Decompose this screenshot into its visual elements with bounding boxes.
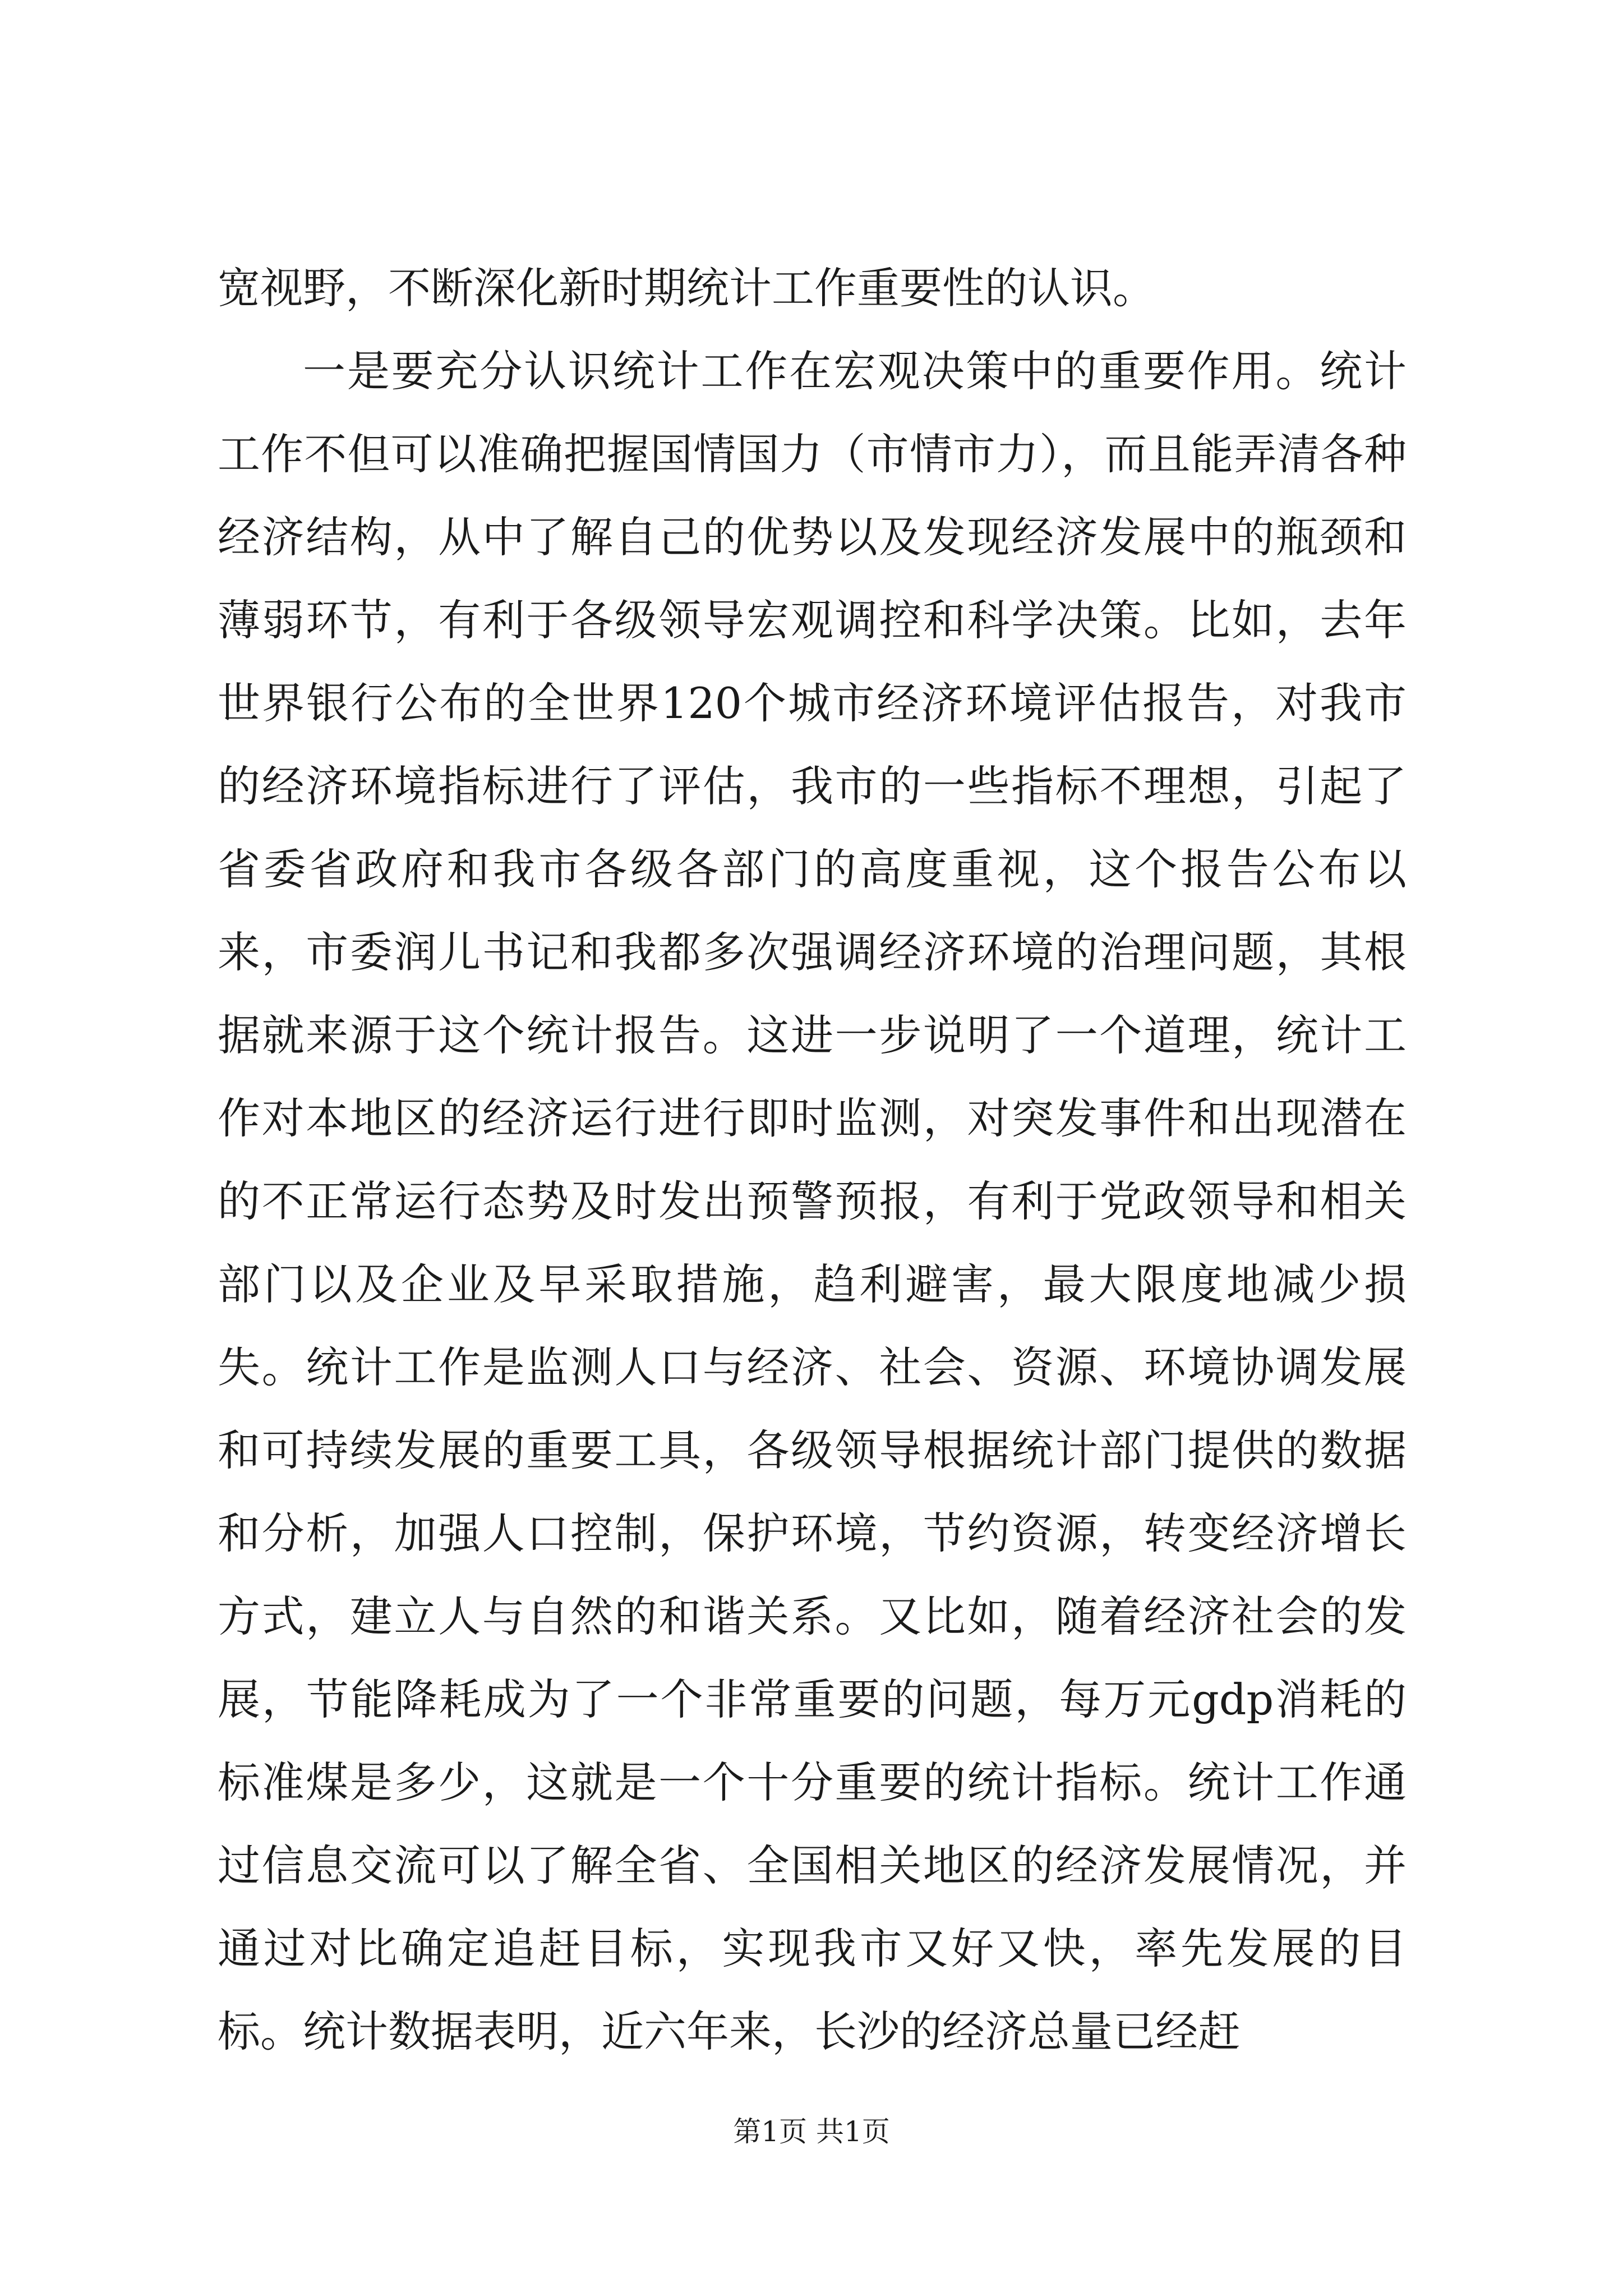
paragraph-continuation: 宽视野，不断深化新时期统计工作重要性的认识。 bbox=[218, 263, 1155, 313]
paragraph-statistics-role: 一是要充分认识统计工作在宏观决策中的重要作用。统计工作不但可以准确把握国情国力（市情市力），而且能弄清各种经济结构，从中了解自己的优势以及发现经济发展中的瓶颈和薄弱环节，有利于各级领导宏观调控和科学决策。比如，去年世界银行公布的全世界120个城市经济环境评估报告，对我市的经济环境指标进行了评估，我市的一些指标不理想，引起了省委省政府和我市各级各部门的高度重视，这个报告公布以来，市委润儿书记和我都多次强调经济环境的治理问题，其根据就来源于这个统计报告。这进一步说明了一个道理，统计工作对本地区的经济运行进行即时监测，对突发事件和出现潜在的不正常运行态势及时发出预警预报，有利于党政领导和相关部门以及企业及早采取措施，趋利避害，最大限度地减少损失。统计工作是监测人口与经济、社会、资源、环境协调发展和可持续发展的重要工具，各级领导根据统计部门提供的数据和分析，加强人口控制，保护环境，节约资源，转变经济增长方式，建立人与自然的和谐关系。又比如，随着经济社会的发展，节能降耗成为了一个非常重要的问题，每万元gdp消耗的标准煤是多少，这就是一个十分重要的统计指标。统计工作通过信息交流可以了解全省、全国相关地区的经济发展情况，并通过对比确定追赶目标，实现我市又好又快，率先发展的目标。统计数据表明，近六年来，长沙的经济总量已经赶 bbox=[218, 346, 1407, 2056]
page-footer: 第1页 共1页 bbox=[733, 2115, 890, 2148]
document-body bbox=[218, 247, 1407, 2073]
